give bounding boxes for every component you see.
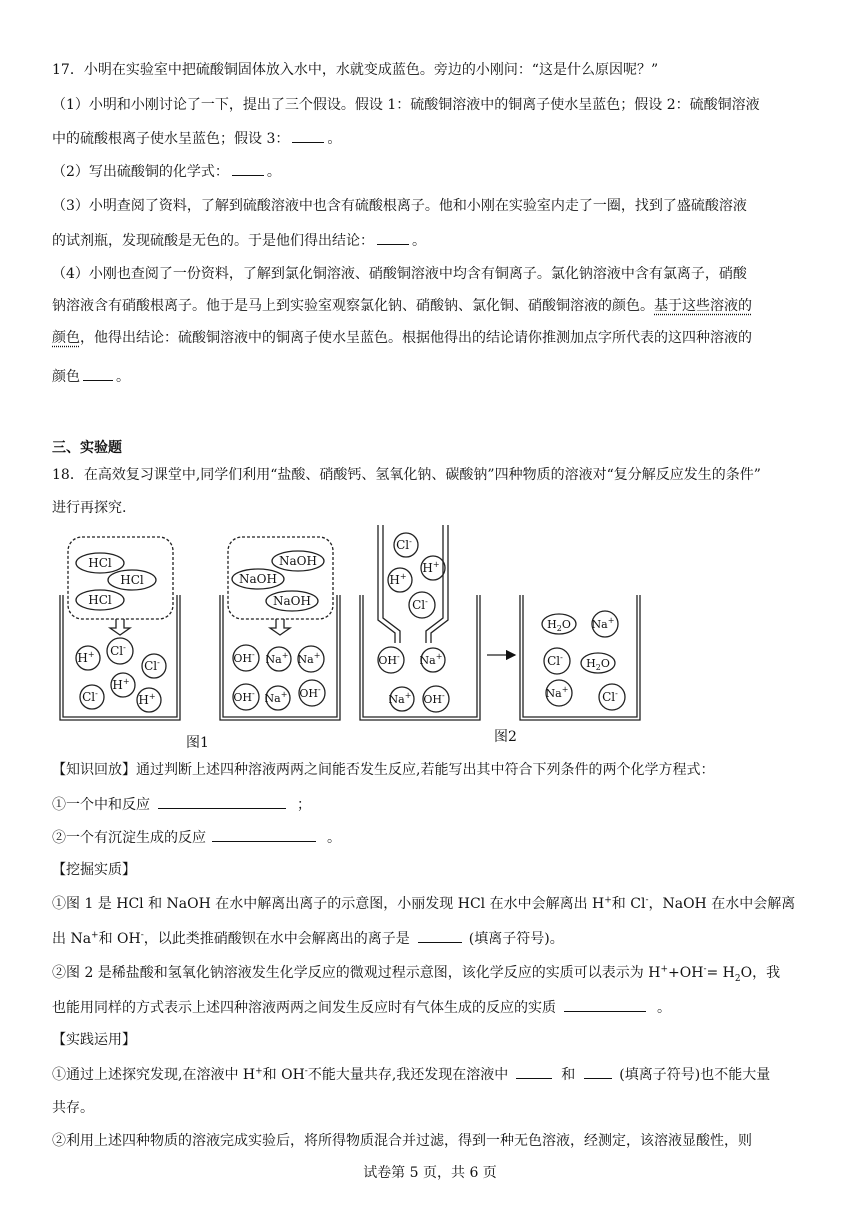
answer-blank[interactable] xyxy=(212,827,316,842)
svg-text:Na+: Na+ xyxy=(265,651,289,666)
svg-text:HCl: HCl xyxy=(120,573,144,587)
dotted-text: 颜色 xyxy=(52,330,80,346)
svg-text:OH-: OH- xyxy=(378,652,400,667)
q18-pr1a: ①通过上述探究发现,在溶液中 H+和 OH-不能大量共存,我还发现在溶液中 和 (填离子符号)也不能大量 xyxy=(52,1064,810,1085)
svg-text:Cl-: Cl- xyxy=(110,643,126,658)
svg-text:Cl-: Cl- xyxy=(396,537,412,552)
svg-text:NaOH: NaOH xyxy=(239,572,277,586)
svg-text:Cl-: Cl- xyxy=(144,658,160,673)
answer-blank[interactable] xyxy=(564,997,646,1012)
q17-p3a: （3）小明查阅了资料，了解到硫酸溶液中也含有硫酸根离子。他和小刚在实验室内走了一圈，找到了盛硫酸溶液 xyxy=(52,198,747,214)
section-heading: 三、实验题 xyxy=(52,440,122,456)
svg-text:H+: H+ xyxy=(138,692,156,707)
q17-p3b: 的试剂瓶，发现硫酸是无色的。于是他们得出结论： 。 xyxy=(52,230,810,251)
q18-d1a: ①图 1 是 HCl 和 NaOH 在水中解离出离子的示意图，小丽发现 HCl 在水中会解离出 H+和 Cl-，NaOH 在水中会解离 xyxy=(52,895,796,912)
answer-blank[interactable] xyxy=(292,128,324,143)
q17-p4c: 颜色，他得出结论：硫酸铜溶液中的铜离子使水呈蓝色。根据他得出的结论请你推测加点字所代表的这四种溶液的 xyxy=(52,330,752,346)
q17-title: 17．小明在实验室中把硫酸铜固体放入水中，水就变成蓝色。旁边的小刚问：“这是什么原因呢？” xyxy=(52,62,659,78)
svg-text:NaOH: NaOH xyxy=(279,554,317,568)
page-footer: 试卷第 5 页，共 6 页 xyxy=(363,1165,497,1181)
svg-text:H2O: $H_2O$ xyxy=(547,618,571,633)
answer-blank[interactable] xyxy=(418,928,462,943)
svg-text:OH-: OH- xyxy=(233,689,255,704)
q18-pr2: ②利用上述四种物质的溶液完成实验后，将所得物质混合并过滤，得到一种无色溶液，经测定，该溶液显酸性，则 xyxy=(52,1133,752,1149)
down-arrow-icon xyxy=(270,619,290,635)
answer-blank[interactable] xyxy=(83,366,113,381)
q17-p4d: 颜色 。 xyxy=(52,366,810,387)
svg-text:Na+: Na+ xyxy=(545,685,569,700)
q17-p1a: （1）小明和小刚讨论了一下，提出了三个假设。假设 1：硫酸铜溶液中的铜离子使水呈蓝色；假设 2：硫酸铜溶液 xyxy=(52,97,760,113)
q18-pr1b: 共存。 xyxy=(52,1100,94,1116)
q18-r2: ②一个有沉淀生成的反应 。 xyxy=(52,827,810,848)
ion-label: HCl xyxy=(88,556,112,570)
svg-text:HCl: HCl xyxy=(88,593,112,607)
q17-p1b: 中的硫酸根离子使水呈蓝色；假设 3： 。 xyxy=(52,128,810,149)
q18-intro-a: 18．在高效复习课堂中,同学们利用“盐酸、硝酸钙、氢氧化钠、碳酸钠”四种物质的溶液对“复分解反应发生的条件” xyxy=(52,467,761,483)
q17-p4a: （4）小刚也查阅了一份资料，了解到氯化铜溶液、硝酸铜溶液中均含有铜离子。氯化钠溶液中含有氯离子，硝酸 xyxy=(52,266,747,282)
figure-2-label: 图2 xyxy=(494,729,517,745)
q18-d2a: ②图 2 是稀盐酸和氢氧化钠溶液发生化学反应的微观过程示意图，该化学反应的实质可以表示为 $H^++OH^-= H_2O$，我 xyxy=(52,964,781,984)
svg-text:Na+: Na+ xyxy=(297,651,321,666)
answer-blank[interactable] xyxy=(584,1064,612,1079)
svg-text:Cl-: Cl- xyxy=(82,689,98,704)
q18-dig-heading: 【挖掘实质】 xyxy=(52,862,136,878)
svg-text:OH-: OH- xyxy=(299,685,321,700)
down-arrow-icon xyxy=(110,619,130,635)
svg-text:Cl-: Cl- xyxy=(547,653,563,668)
answer-blank[interactable] xyxy=(516,1064,552,1079)
figure-1-label: 图1 xyxy=(186,735,209,751)
q18-d2b: 也能用同样的方式表示上述四种溶液两两之间发生反应时有气体生成的反应的实质 。 xyxy=(52,997,810,1018)
q17-p4b: 钠溶液含有硝酸根离子。他于是马上到实验室观察氯化钠、硝酸钠、氯化铜、硝酸铜溶液的颜色。基于这些溶液的 xyxy=(52,298,752,314)
svg-text:Cl-: Cl- xyxy=(412,597,428,612)
svg-text:Na+: Na+ xyxy=(591,616,615,631)
svg-text:NaOH: NaOH xyxy=(273,594,311,608)
q18-intro-b: 进行再探究. xyxy=(52,500,127,516)
svg-text:H+: H+ xyxy=(422,560,440,575)
q18-recall: 【知识回放】通过判断上述四种溶液两两之间能否发生反应,若能写出其中符合下列条件的两个化学方程式： xyxy=(52,762,715,778)
ion-diagram xyxy=(50,525,820,755)
q18-r1: ①一个中和反应 ； xyxy=(52,794,810,815)
svg-text:H+: H+ xyxy=(77,650,95,665)
beaker-4 xyxy=(520,595,640,720)
answer-blank[interactable] xyxy=(377,230,409,245)
svg-text:H+: H+ xyxy=(389,572,407,587)
q17-p2: （2）写出硫酸铜的化学式： 。 xyxy=(52,161,810,182)
q18-d1b: 出 Na+和 OH-，以此类推硝酸钡在水中会解离出的离子是 (填离子符号)。 xyxy=(52,928,810,949)
svg-text:OH-: OH- xyxy=(423,691,445,706)
q18-practice-heading: 【实践运用】 xyxy=(52,1032,136,1048)
dotted-text: 基于这些溶液的 xyxy=(654,298,752,314)
answer-blank[interactable] xyxy=(232,161,264,176)
svg-text:H+: H+ xyxy=(112,677,130,692)
svg-text:H2O: $H_2O$ xyxy=(586,657,610,672)
answer-blank[interactable] xyxy=(158,794,286,809)
svg-text:Na+: Na+ xyxy=(264,690,288,705)
svg-text:Na+: Na+ xyxy=(419,652,443,667)
svg-text:OH-: OH- xyxy=(233,650,255,665)
svg-text:Na+: Na+ xyxy=(388,691,412,706)
svg-text:Cl-: Cl- xyxy=(602,689,618,704)
